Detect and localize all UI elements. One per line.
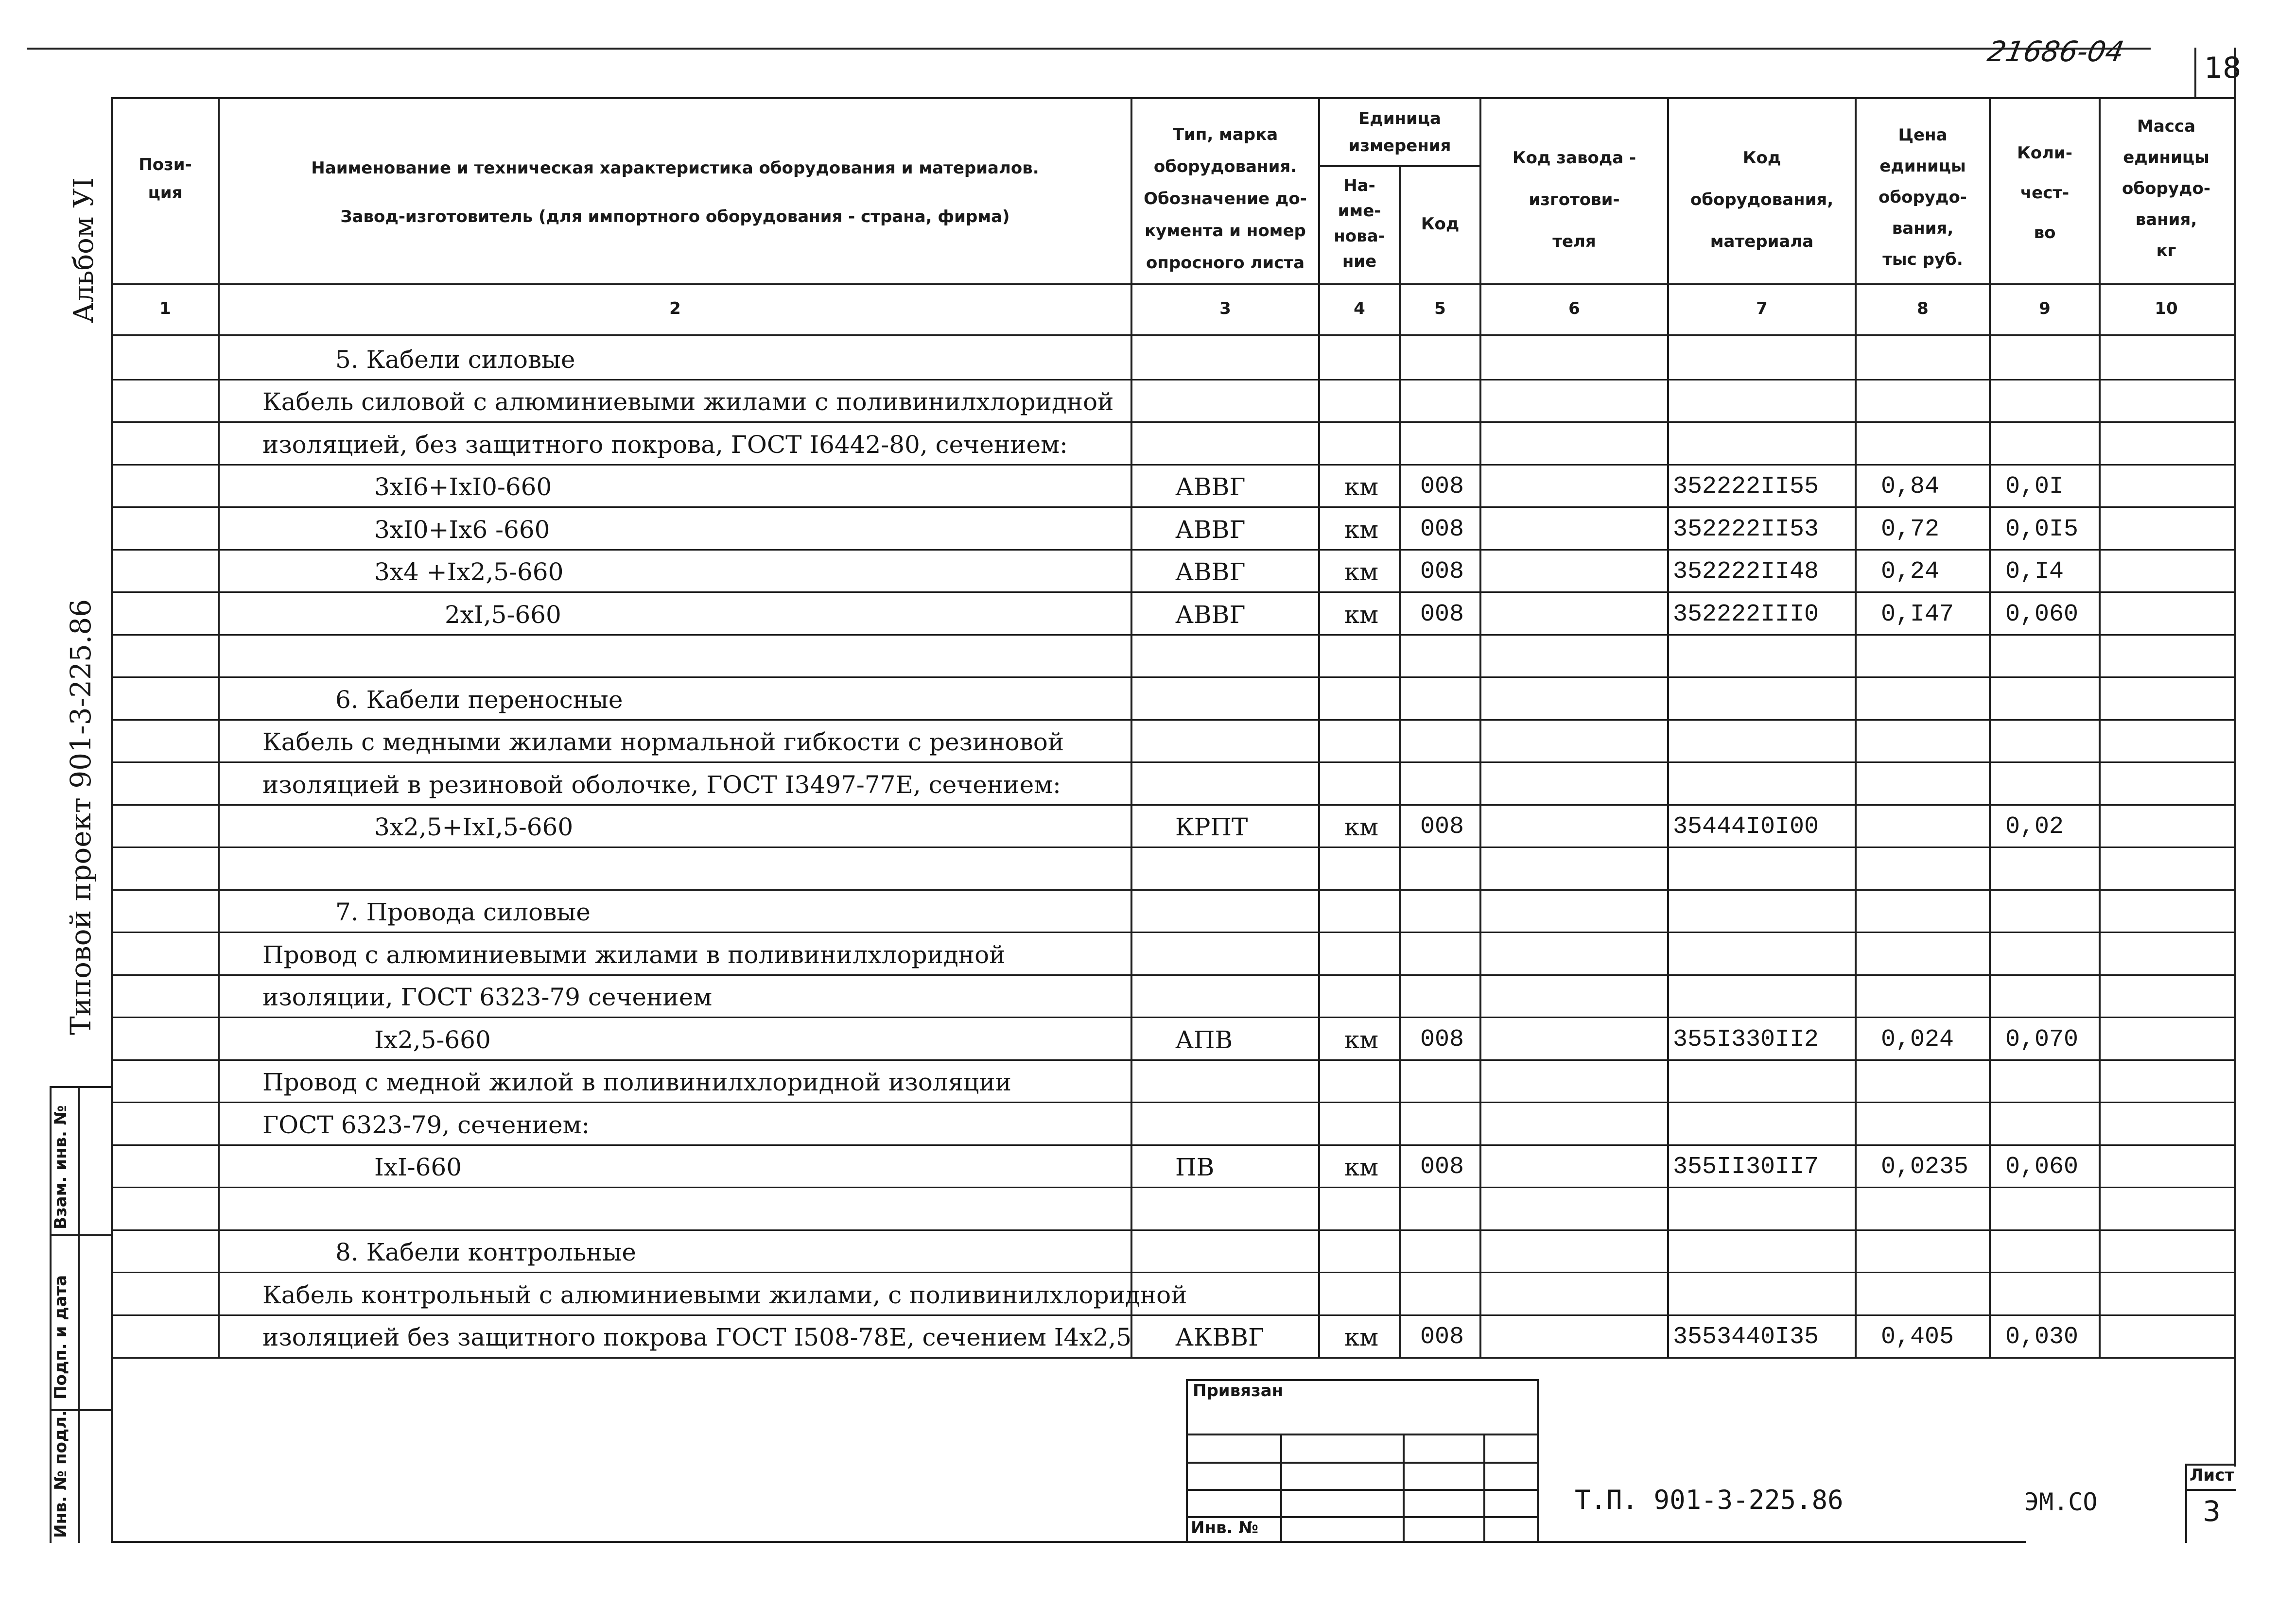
row-rule — [111, 676, 2236, 678]
header-col1: Пози- ция — [139, 155, 192, 203]
row-name: Провод с алюминиевыми жилами в поливинилхлоридной — [262, 940, 1006, 969]
row-code: 008 — [1420, 558, 1464, 586]
row-equip-code: 352222II48 — [1673, 558, 1819, 586]
side-stamp-replace: Взам. инв. № — [51, 1105, 70, 1229]
header-unit-group: Единица измерения — [1348, 109, 1451, 156]
row-type: АВВГ — [1175, 515, 1246, 544]
row-name: изоляцией в резиновой оболочке, ГОСТ I3497-77Е, сечением: — [262, 770, 1061, 799]
row-name: Кабель силовой с алюминиевыми жилами с поливинилхлоридной — [262, 388, 1114, 416]
stamp-col-2 — [1403, 1434, 1405, 1541]
numbers-bottom-rule — [111, 334, 2236, 336]
row-price: 0,72 — [1881, 515, 1940, 543]
row-rule — [111, 421, 2236, 423]
row-equip-code: 355II30II7 — [1673, 1153, 1819, 1181]
row-rule — [111, 506, 2236, 508]
row-code: 008 — [1420, 1323, 1464, 1351]
row-name: 3x4 +Ix2,5-660 — [374, 558, 564, 587]
frame-top — [111, 97, 2236, 99]
row-qty: 0,0I5 — [2005, 515, 2079, 543]
row-type: ПВ — [1175, 1153, 1215, 1182]
col-line-3 — [1318, 97, 1320, 1359]
row-price: 0,I47 — [1881, 600, 1954, 628]
row-equip-code: 355I330II2 — [1673, 1025, 1819, 1054]
row-equip-code: 352222II55 — [1673, 473, 1819, 501]
row-rule — [111, 1187, 2236, 1188]
row-equip-code: 3553440I35 — [1673, 1323, 1819, 1351]
col-number-5: 5 — [1434, 299, 1446, 318]
row-type: АВВГ — [1175, 558, 1246, 587]
project-label: Типовой проект 901-3-225.86 — [64, 599, 97, 1035]
header-bottom-rule — [111, 283, 2236, 285]
frame-bottom — [111, 1541, 2026, 1543]
side-stamp-mid — [78, 1086, 80, 1543]
row-name: 8. Кабели контрольные — [335, 1238, 636, 1267]
corner-box-left — [2194, 48, 2196, 99]
row-name: 3xI0+Ix6 -660 — [374, 515, 550, 544]
row-rule — [111, 847, 2236, 848]
row-rule — [111, 889, 2236, 891]
row-name: 5. Кабели силовые — [335, 345, 575, 374]
row-code: 008 — [1420, 515, 1464, 543]
sheet-box-left — [2185, 1464, 2187, 1543]
side-stamp-rule-2 — [50, 1234, 113, 1236]
row-rule — [111, 379, 2236, 380]
col-number-6: 6 — [1568, 299, 1580, 318]
side-stamp-rule-1 — [50, 1086, 113, 1088]
row-name: 3x2,5+IxI,5-660 — [374, 813, 574, 842]
doc-number: 21686-04 — [1985, 35, 2127, 68]
col-line-6 — [1667, 97, 1669, 1359]
row-price: 0,0235 — [1881, 1153, 1969, 1181]
row-name: изоляцией, без защитного покрова, ГОСТ I6442-80, сечением: — [262, 430, 1068, 459]
row-name: Ix2,5-660 — [374, 1025, 491, 1054]
row-rule — [111, 591, 2236, 593]
header-col10: Масса единицы оборудо- вания, кг — [2122, 117, 2210, 260]
sheet-box-mid — [2185, 1489, 2236, 1491]
col-line-5 — [1479, 97, 1481, 1359]
col-line-2 — [1131, 97, 1132, 1359]
row-rule — [111, 1102, 2236, 1103]
row-price: 0,84 — [1881, 473, 1940, 501]
header-col9: Коли- чест- во — [2017, 143, 2072, 242]
row-type: АВВГ — [1175, 473, 1246, 501]
row-rule — [111, 1229, 2236, 1231]
row-code: 008 — [1420, 600, 1464, 628]
row-name: 2xI,5-660 — [445, 600, 561, 629]
col-number-8: 8 — [1917, 299, 1929, 318]
row-type: АВВГ — [1175, 600, 1246, 629]
row-rule — [111, 719, 2236, 721]
row-rule — [111, 634, 2236, 636]
header-col5: Код — [1421, 214, 1460, 234]
col-number-9: 9 — [2039, 299, 2051, 318]
row-rule — [111, 464, 2236, 466]
col-line-9 — [2099, 97, 2101, 1359]
table-bottom-rule — [111, 1357, 2236, 1359]
row-name: ГОСТ 6323-79, сечением: — [262, 1110, 590, 1139]
row-name: 6. Кабели переносные — [335, 685, 623, 714]
row-rule — [111, 549, 2236, 551]
row-name: изоляции, ГОСТ 6323-79 сечением — [262, 983, 713, 1012]
col-number-7: 7 — [1756, 299, 1768, 318]
row-name: Провод с медной жилой в поливинилхлоридной изоляции — [262, 1068, 1011, 1097]
row-name: Кабель с медными жилами нормальной гибкости с резиновой — [262, 728, 1064, 757]
row-rule — [111, 1144, 2236, 1146]
row-rule — [111, 804, 2236, 806]
stamp-col-1 — [1280, 1434, 1282, 1541]
row-unit: км — [1344, 1025, 1379, 1054]
row-unit: км — [1344, 813, 1379, 842]
header-col7: Код оборудования, материала — [1690, 148, 1834, 251]
frame-right — [2234, 48, 2236, 1467]
corner-number: 18 — [2204, 51, 2242, 85]
row-name: 7. Провода силовые — [335, 898, 591, 927]
col-line-8 — [1989, 97, 1991, 1359]
row-price: 0,405 — [1881, 1323, 1954, 1351]
row-rule — [111, 932, 2236, 933]
row-price: 0,24 — [1881, 558, 1940, 586]
row-equip-code: 352222III0 — [1673, 600, 1819, 628]
header-col6: Код завода - изготови- теля — [1512, 148, 1636, 251]
col-number-10: 10 — [2155, 299, 2178, 318]
row-type: АПВ — [1175, 1025, 1233, 1054]
row-name: 3xI6+IxI0-660 — [374, 473, 552, 501]
row-unit: км — [1344, 1153, 1379, 1182]
row-code: 008 — [1420, 473, 1464, 501]
row-qty: 0,060 — [2005, 1153, 2079, 1181]
row-rule — [111, 1059, 2236, 1061]
col-number-2: 2 — [669, 299, 681, 318]
row-code: 008 — [1420, 1153, 1464, 1181]
stamp-col-3 — [1483, 1434, 1485, 1541]
stamp-designation: Т.П. 901-3-225.86 — [1575, 1485, 1844, 1515]
header-col3: Тип, марка оборудования. Обозначение до- кумента и номер опросного листа — [1144, 125, 1307, 273]
col-line-7 — [1855, 97, 1857, 1359]
row-code: 008 — [1420, 813, 1464, 841]
row-rule — [111, 1314, 2236, 1316]
col-number-4: 4 — [1354, 299, 1365, 318]
row-qty: 0,02 — [2005, 813, 2064, 841]
row-qty: 0,060 — [2005, 600, 2079, 628]
header-col8: Цена единицы оборудо- вания, тыс руб. — [1879, 125, 1967, 269]
side-stamp-inv: Инв. № подл. — [51, 1410, 70, 1538]
sheet-number: 3 — [2203, 1495, 2221, 1528]
row-type: КРПТ — [1175, 813, 1248, 842]
row-price: 0,024 — [1881, 1025, 1954, 1054]
row-equip-code: 35444I0I00 — [1673, 813, 1819, 841]
row-name: IxI-660 — [374, 1153, 462, 1182]
col-number-1: 1 — [159, 299, 171, 318]
row-rule — [111, 1272, 2236, 1273]
stamp-inv-label: Инв. № — [1191, 1518, 1259, 1538]
side-stamp-sign: Подп. и дата — [51, 1275, 70, 1400]
row-unit: км — [1344, 515, 1379, 544]
sheet-label: Лист — [2190, 1466, 2234, 1485]
row-rule — [111, 761, 2236, 763]
row-rule — [111, 1017, 2236, 1018]
row-type: АКВВГ — [1175, 1323, 1265, 1352]
album-label: Альбом УI — [68, 177, 100, 323]
row-unit: км — [1344, 558, 1379, 587]
col-number-3: 3 — [1219, 299, 1231, 318]
row-code: 008 — [1420, 1025, 1464, 1054]
row-unit: км — [1344, 600, 1379, 629]
top-rule — [27, 48, 2151, 50]
row-name: Кабель контрольный с алюминиевыми жилами, с поливинилхлоридной — [262, 1280, 1187, 1309]
row-unit: км — [1344, 473, 1379, 501]
row-unit: км — [1344, 1323, 1379, 1352]
header-col2: Наименование и техническая характеристика оборудования и материалов. Завод-изготовитель (для импортного оборудования - страна, фирма) — [311, 158, 1039, 226]
row-qty: 0,I4 — [2005, 558, 2064, 586]
row-qty: 0,070 — [2005, 1025, 2079, 1054]
row-name: изоляцией без защитного покрова ГОСТ I508-78Е, сечением I4x2,5 — [262, 1323, 1132, 1352]
row-qty: 0,0I — [2005, 473, 2064, 501]
header-col4: На- име- нова- ние — [1334, 176, 1385, 271]
col-line-1 — [218, 97, 220, 1359]
stamp-code: ЭМ.СО — [2024, 1488, 2098, 1516]
stamp-bound-label: Привязан — [1193, 1381, 1284, 1400]
row-qty: 0,030 — [2005, 1323, 2079, 1351]
row-rule — [111, 974, 2236, 976]
row-equip-code: 352222II53 — [1673, 515, 1819, 543]
